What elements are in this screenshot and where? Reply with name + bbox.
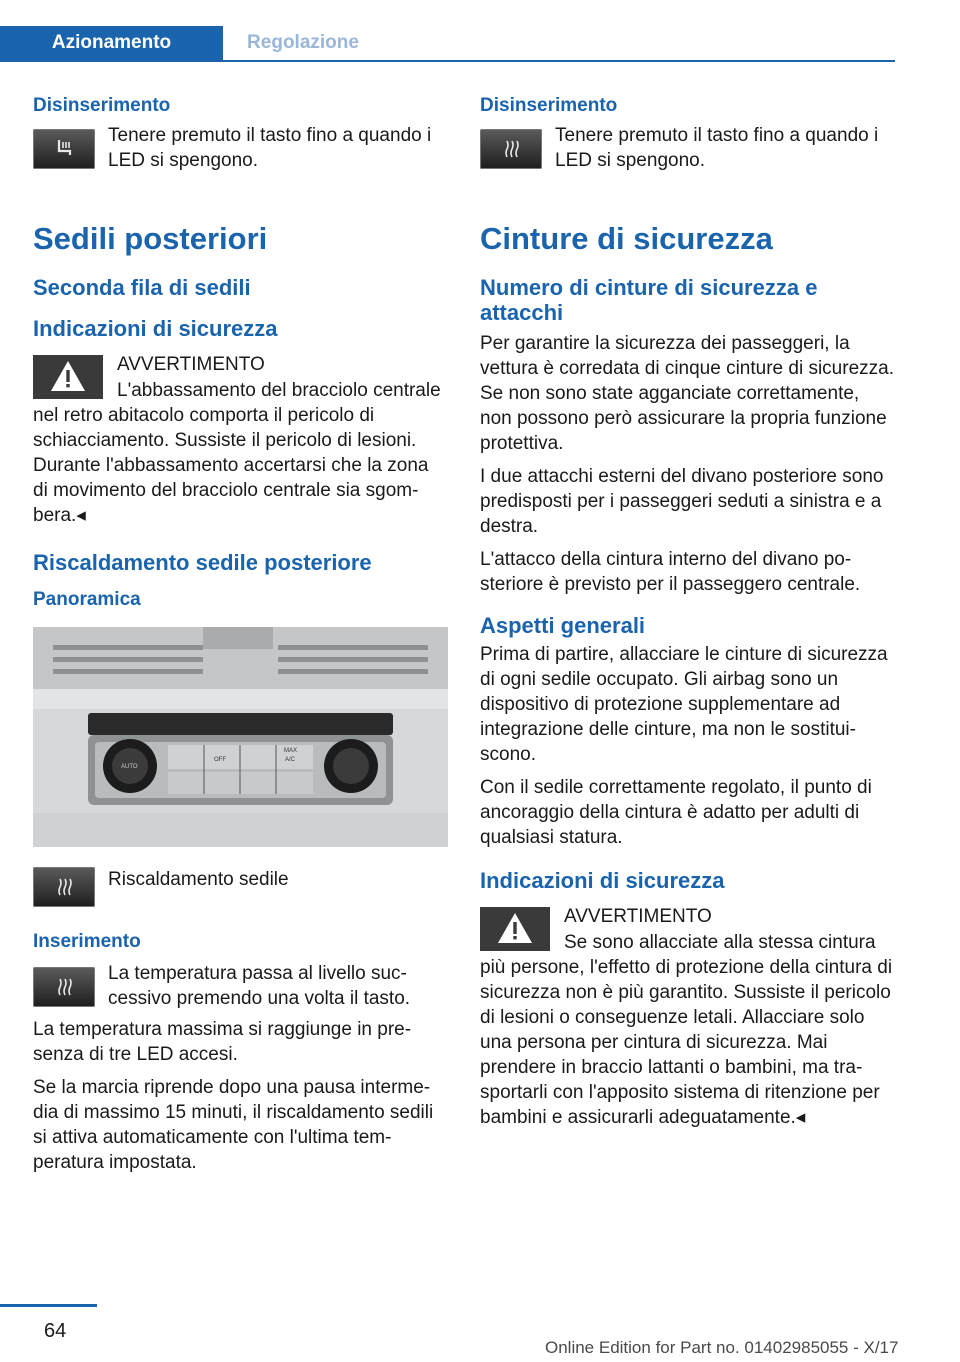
right-paragraph-5: Con il sedile correttamente regolato, il punto di ancoraggio della cintura è adatto per adulti di qualsiasi statura. bbox=[480, 777, 872, 848]
heating-title: Riscaldamento sedile posteriore bbox=[33, 550, 372, 575]
seat-ventilation-button-icon bbox=[33, 129, 95, 169]
inserimento-title: Inserimento bbox=[33, 931, 141, 952]
general-title: Aspetti generali bbox=[480, 613, 646, 638]
seat-heating-caption: Riscaldamento sedile bbox=[108, 869, 289, 890]
photo-label-ac: A/C bbox=[285, 757, 296, 763]
left-paragraph-1: La temperatura massima si raggiunge in presenza di tre LED accesi. bbox=[33, 1019, 412, 1065]
right-disinserimento-text: Tenere premuto il tasto fino a quando i LED si spengono. bbox=[555, 125, 879, 171]
section-title-sedili-posteriori: Sedili posteriori bbox=[33, 221, 268, 256]
photo-label-auto: AUTO bbox=[121, 764, 138, 770]
tab-regolazione[interactable]: Regolazione bbox=[247, 32, 359, 53]
left-column bbox=[33, 95, 448, 1175]
tab-azionamento[interactable]: Azionamento bbox=[0, 26, 223, 60]
warning-triangle-icon bbox=[33, 355, 103, 399]
left-warning-block bbox=[33, 351, 448, 528]
right-warning-head: AVVERTIMENTO bbox=[564, 906, 712, 927]
photo-label-max: MAX bbox=[284, 748, 298, 754]
seat-heating-button-icon-3 bbox=[480, 129, 542, 169]
warning-triangle-icon-2 bbox=[480, 907, 550, 951]
left-warning-head: AVVERTIMENTO bbox=[117, 354, 265, 375]
left-disinserimento-text: Tenere premuto il tasto fino a quando i LED si spengono. bbox=[108, 125, 432, 171]
right-paragraph-1: Per garantire la sicurezza dei passeggeri, la vettura è corredata di cinque cinture di sicurezza. Se non sono state agganciate correttamente, non possono però assicurare la propria funzione protettiva. bbox=[480, 333, 894, 454]
right-warning-body: Se sono allacciate alla stessa cintura più persone, l'effetto di protezione della cintura di sicurezza non è più garantito. Sussiste il pericolo di lesioni o conseguenze letali. Allacciare solo una persona per cintura di sicurezza. Mai prendere in braccio lattanti o bambini, ma trasportarli con l'apposito sistema di ritenzione per bambini e assicurarli adeguatamente.◂ bbox=[480, 932, 893, 1128]
seat-heating-button-icon bbox=[33, 867, 95, 907]
overview-title: Panoramica bbox=[33, 589, 141, 610]
right-disinserimento-title: Disinserimento bbox=[480, 95, 618, 116]
inserimento-row bbox=[33, 961, 448, 1013]
inserimento-text: La temperatura passa al livello successivo premendo una volta il tasto. bbox=[108, 963, 411, 1009]
right-paragraph-3: L'attacco della cintura interno del divano posteriore è previsto per il passeggero centrale. bbox=[480, 549, 861, 595]
right-warning-block bbox=[480, 903, 895, 1130]
edition-footer: Online Edition for Part no. 01402985055 - X/17 bbox=[545, 1338, 899, 1357]
seat-heating-icon-row bbox=[33, 861, 448, 913]
footer-accent-line bbox=[0, 1304, 97, 1307]
section-title-cinture: Cinture di sicurezza bbox=[480, 221, 773, 256]
left-disinserimento-title: Disinserimento bbox=[33, 95, 171, 116]
subsection-title-numero-cinture: Numero di cinture di sicurezza e attacchi bbox=[480, 275, 818, 325]
right-safety-title: Indicazioni di sicurezza bbox=[480, 868, 725, 893]
seat-heating-button-icon-2 bbox=[33, 967, 95, 1007]
right-paragraph-4: Prima di partire, allacciare le cinture di sicurezza di ogni sedile occupato. Gli airbag sono un dispositivo di protezione supplementare ad integrazione delle cinture, ma non le sostituiscono. bbox=[480, 644, 888, 765]
rear-climate-panel-photo bbox=[33, 627, 448, 847]
right-paragraph-2: I due attacchi esterni del divano posteriore sono predisposti per i passeggeri seduti a sinistra e a destra. bbox=[480, 466, 884, 537]
page-number: 64 bbox=[44, 1320, 67, 1342]
header-tabbar bbox=[0, 26, 895, 62]
subsection-title-seconda-fila: Seconda fila di sedili bbox=[33, 275, 251, 300]
left-warning-body: L'abbassamento del bracciolo centrale nel retro abitacolo comporta il pericolo di schiacciamento. Sussiste il pericolo di lesioni. Durante l'abbassamento accertarsi che la zona di movimento del bracciolo centrale sia sgombera.◂ bbox=[33, 380, 441, 526]
right-disinserimento-row bbox=[480, 123, 895, 175]
right-column bbox=[480, 95, 895, 1130]
photo-label-off: OFF bbox=[214, 757, 226, 763]
left-disinserimento-row bbox=[33, 123, 448, 175]
left-paragraph-2: Se la marcia riprende dopo una pausa intermedia di massimo 15 minuti, il riscaldamento sedili si attiva automaticamente con l'ultima temperatura impostata. bbox=[33, 1077, 434, 1173]
left-safety-title: Indicazioni di sicurezza bbox=[33, 316, 278, 341]
